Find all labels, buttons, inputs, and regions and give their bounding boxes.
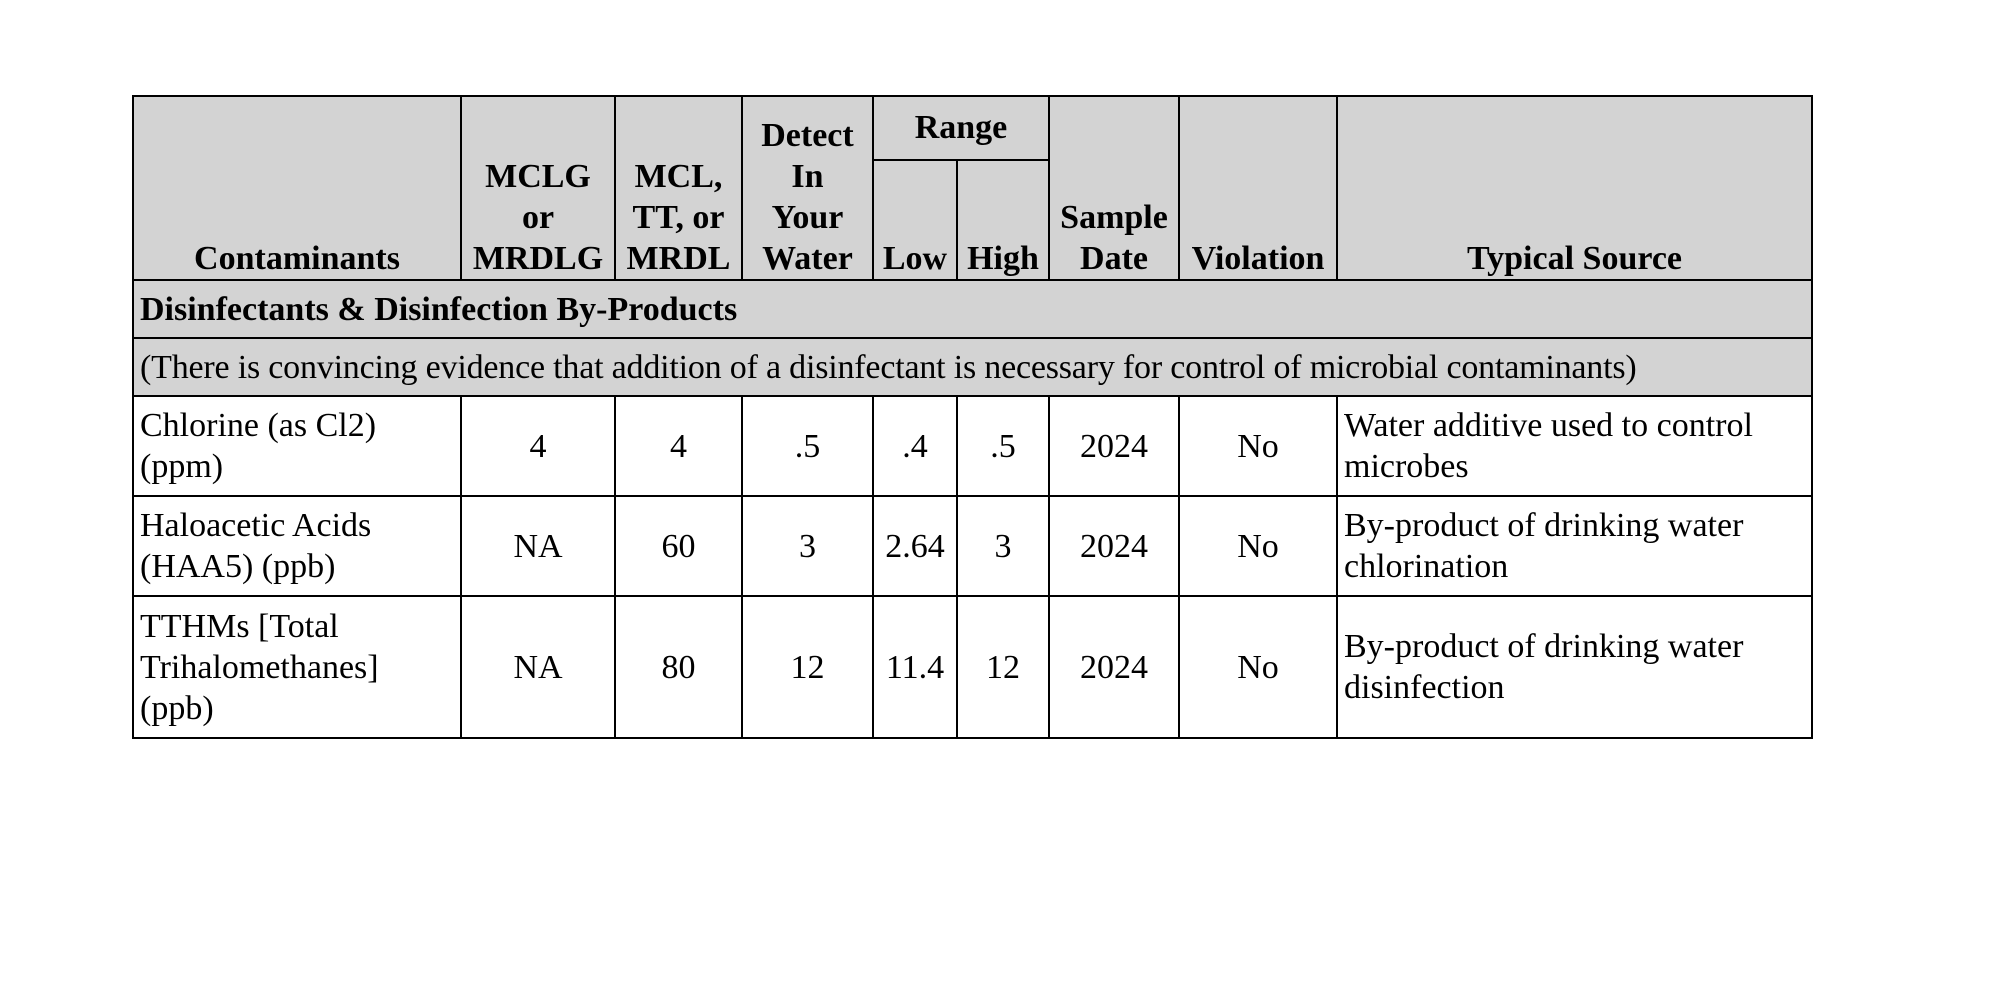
range-low-value: .4 — [873, 396, 957, 496]
section-title: Disinfectants & Disinfection By-Products — [133, 280, 1812, 338]
mclg-value: NA — [461, 496, 615, 596]
contaminant-name: Haloacetic Acids (HAA5) (ppb) — [133, 496, 461, 596]
mcl-value: 60 — [615, 496, 742, 596]
section-note: (There is convincing evidence that addition of a disinfectant is necessary for control of microbial contaminants) — [133, 338, 1812, 396]
mcl-value: 4 — [615, 396, 742, 496]
header-sample-date: Sample Date — [1049, 96, 1179, 280]
mcl-value: 80 — [615, 596, 742, 738]
table-row — [133, 596, 1812, 738]
mclg-value: NA — [461, 596, 615, 738]
sample-date-value: 2024 — [1049, 396, 1179, 496]
range-high-value: 3 — [957, 496, 1049, 596]
contaminant-name: TTHMs [Total Trihalomethanes] (ppb) — [133, 596, 461, 738]
typical-source-value: By-product of drinking water disinfection — [1337, 596, 1812, 738]
header-mcl: MCL, TT, or MRDL — [615, 96, 742, 280]
range-high-value: 12 — [957, 596, 1049, 738]
section-note-row — [133, 338, 1812, 396]
table-row — [133, 496, 1812, 596]
table-row — [133, 396, 1812, 496]
header-contaminants: Contaminants — [133, 96, 461, 280]
detect-value: .5 — [742, 396, 873, 496]
violation-value: No — [1179, 596, 1337, 738]
header-range-low: Low — [873, 160, 957, 280]
header-mclg: MCLG or MRDLG — [461, 96, 615, 280]
contaminant-name: Chlorine (as Cl2) (ppm) — [133, 396, 461, 496]
contaminants-table — [132, 95, 1813, 739]
detect-value: 3 — [742, 496, 873, 596]
typical-source-value: By-product of drinking water chlorination — [1337, 496, 1812, 596]
header-range: Range — [873, 96, 1049, 160]
header-violation: Violation — [1179, 96, 1337, 280]
sample-date-value: 2024 — [1049, 496, 1179, 596]
sample-date-value: 2024 — [1049, 596, 1179, 738]
table-body — [133, 280, 1812, 738]
section-title-row — [133, 280, 1812, 338]
header-range-high: High — [957, 160, 1049, 280]
header-detect: Detect In Your Water — [742, 96, 873, 280]
range-low-value: 11.4 — [873, 596, 957, 738]
mclg-value: 4 — [461, 396, 615, 496]
range-high-value: .5 — [957, 396, 1049, 496]
typical-source-value: Water additive used to control microbes — [1337, 396, 1812, 496]
violation-value: No — [1179, 396, 1337, 496]
detect-value: 12 — [742, 596, 873, 738]
range-low-value: 2.64 — [873, 496, 957, 596]
violation-value: No — [1179, 496, 1337, 596]
header-typical-source: Typical Source — [1337, 96, 1812, 280]
table-header — [133, 96, 1812, 280]
